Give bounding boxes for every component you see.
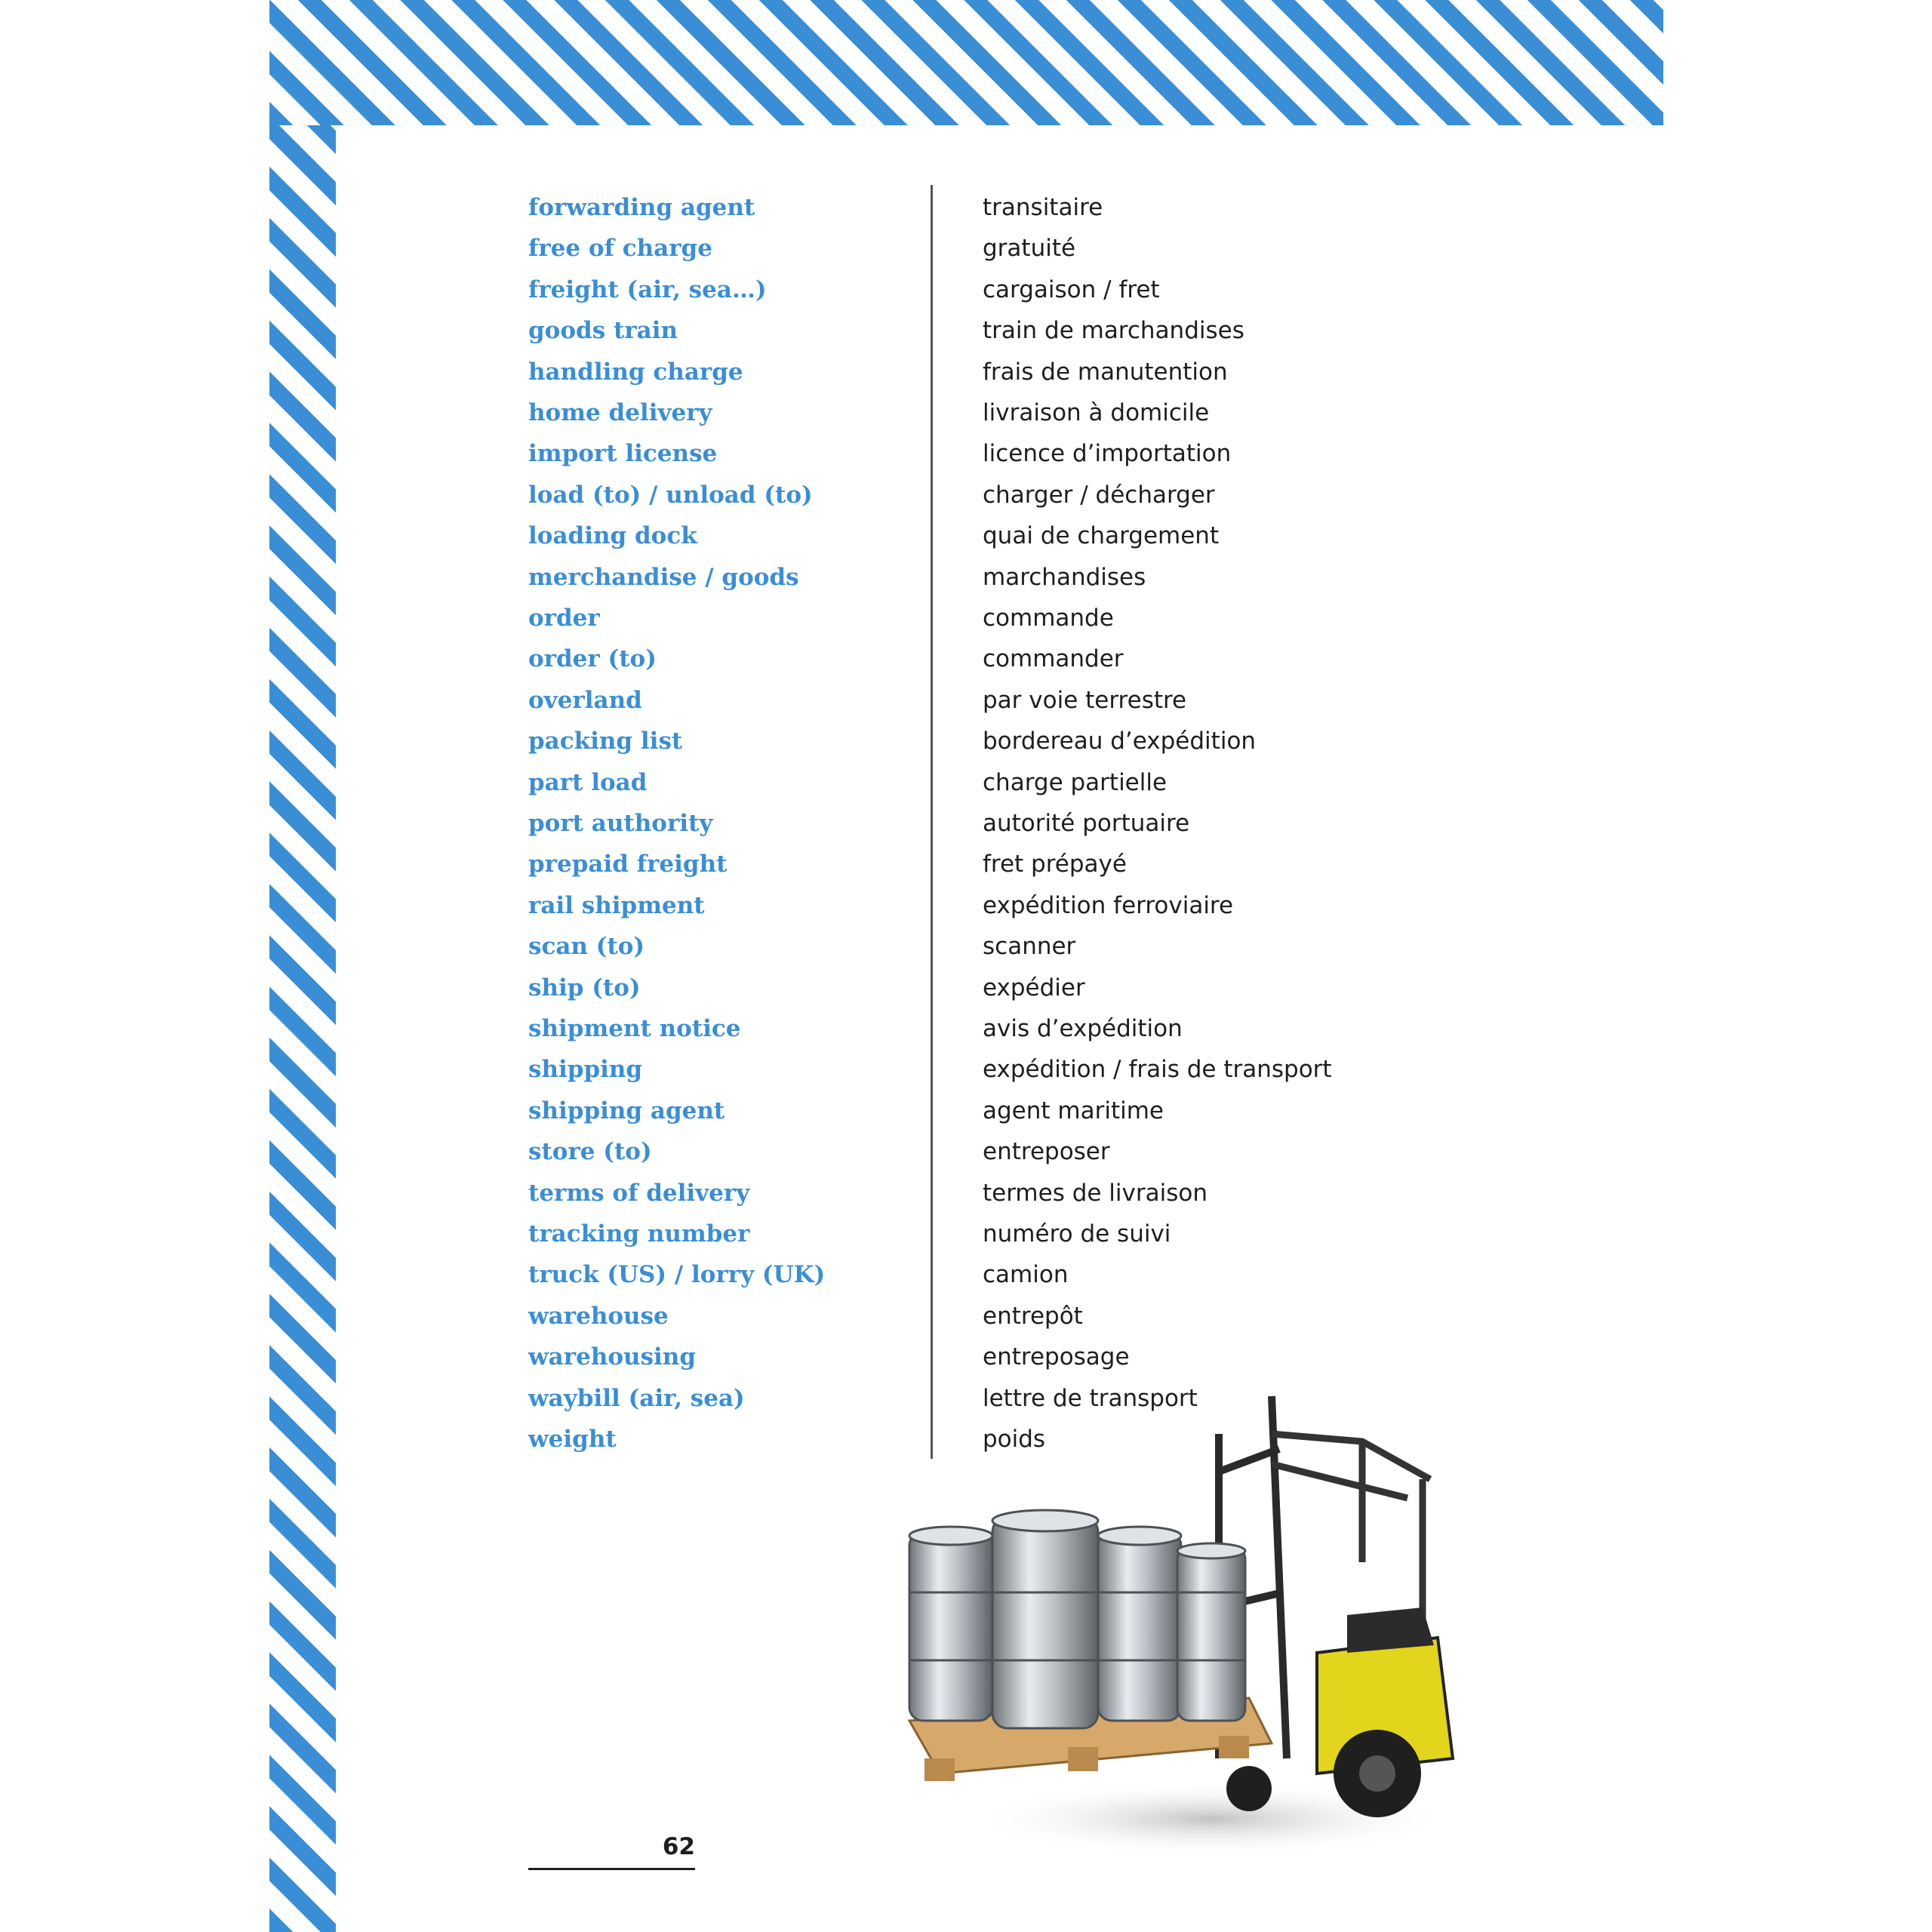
vocab-row bbox=[528, 845, 1358, 883]
french-translation: frais de manutention bbox=[983, 358, 1228, 386]
column-divider bbox=[931, 185, 933, 1459]
english-term: home delivery bbox=[528, 399, 712, 426]
vocab-row bbox=[528, 1051, 1358, 1088]
forklift-seat bbox=[1347, 1607, 1434, 1653]
french-translation: transitaire bbox=[983, 194, 1103, 221]
vocab-row bbox=[528, 517, 1358, 555]
french-translation: expédition / frais de transport bbox=[983, 1056, 1332, 1084]
english-term: warehousing bbox=[528, 1343, 697, 1371]
forklift-illustration bbox=[894, 1366, 1468, 1864]
striped-border-top bbox=[269, 0, 1663, 125]
french-translation: cargaison / fret bbox=[983, 275, 1160, 303]
english-term: ship (to) bbox=[528, 974, 641, 1001]
english-term: tracking number bbox=[528, 1220, 750, 1247]
vocab-row bbox=[528, 229, 1358, 267]
english-term: terms of delivery bbox=[528, 1179, 750, 1207]
french-translation: scanner bbox=[983, 933, 1076, 961]
english-term: shipping agent bbox=[528, 1097, 725, 1124]
english-term: shipping bbox=[528, 1056, 643, 1084]
french-translation: livraison à domicile bbox=[983, 399, 1210, 426]
english-term: waybill (air, sea) bbox=[528, 1384, 745, 1412]
english-term: import license bbox=[528, 440, 718, 468]
forklift-front-wheel bbox=[1226, 1766, 1272, 1811]
english-term: warehouse bbox=[528, 1302, 669, 1330]
english-term: rail shipment bbox=[528, 891, 705, 919]
french-translation: charge partielle bbox=[983, 768, 1168, 796]
english-term: merchandise / goods bbox=[528, 563, 799, 591]
french-translation: train de marchandises bbox=[983, 317, 1244, 345]
english-term: order (to) bbox=[528, 645, 657, 673]
vocab-row bbox=[528, 476, 1358, 514]
metal-barrels bbox=[909, 1510, 1245, 1728]
vocab-row bbox=[528, 1010, 1358, 1048]
french-translation: poids bbox=[983, 1426, 1046, 1453]
english-term: overland bbox=[528, 686, 642, 714]
english-term: loading dock bbox=[528, 522, 697, 550]
english-term: prepaid freight bbox=[528, 851, 728, 878]
french-translation: entreposer bbox=[983, 1138, 1110, 1166]
english-term: weight bbox=[528, 1426, 617, 1453]
french-translation: marchandises bbox=[983, 563, 1146, 591]
french-translation: entreposage bbox=[983, 1343, 1130, 1371]
french-translation: lettre de transport bbox=[983, 1384, 1198, 1412]
french-translation: gratuité bbox=[983, 235, 1076, 263]
vocab-row bbox=[528, 764, 1358, 801]
vocab-row bbox=[528, 1133, 1358, 1171]
vocab-row bbox=[528, 804, 1358, 842]
vocab-row bbox=[528, 969, 1358, 1007]
french-translation: fret prépayé bbox=[983, 851, 1127, 878]
vocab-row bbox=[528, 1256, 1358, 1294]
english-term: shipment notice bbox=[528, 1015, 741, 1042]
french-translation: expédition ferroviaire bbox=[983, 891, 1234, 919]
vocab-row bbox=[528, 1297, 1358, 1335]
french-translation: termes de livraison bbox=[983, 1179, 1208, 1207]
vocab-row bbox=[528, 394, 1358, 432]
vocab-row bbox=[528, 1174, 1358, 1212]
vocab-row bbox=[528, 1215, 1358, 1253]
english-term: part load bbox=[528, 768, 648, 796]
page-number bbox=[528, 1830, 695, 1870]
english-term: handling charge bbox=[528, 358, 743, 386]
english-term: order bbox=[528, 605, 600, 632]
vocab-row bbox=[528, 558, 1358, 596]
english-term: freight (air, sea…) bbox=[528, 275, 767, 303]
vocab-row bbox=[528, 271, 1358, 309]
english-term: free of charge bbox=[528, 235, 712, 263]
french-translation: autorité portuaire bbox=[983, 810, 1190, 837]
vocab-row bbox=[528, 312, 1358, 349]
page-number-text: 62 bbox=[662, 1833, 695, 1860]
vocab-row bbox=[528, 1092, 1358, 1130]
french-translation: commander bbox=[983, 645, 1124, 673]
striped-border-left bbox=[269, 125, 336, 1932]
english-term: store (to) bbox=[528, 1138, 652, 1166]
english-term: port authority bbox=[528, 810, 713, 837]
vocab-row bbox=[528, 928, 1358, 965]
french-translation: camion bbox=[983, 1261, 1069, 1289]
french-translation: agent maritime bbox=[983, 1097, 1164, 1124]
english-term: load (to) / unload (to) bbox=[528, 481, 813, 509]
english-term: goods train bbox=[528, 317, 678, 345]
french-translation: quai de chargement bbox=[983, 522, 1220, 550]
french-translation: numéro de suivi bbox=[983, 1220, 1171, 1247]
french-translation: avis d’expédition bbox=[983, 1015, 1183, 1042]
vocab-row bbox=[528, 353, 1358, 391]
french-translation: par voie terrestre bbox=[983, 686, 1187, 714]
english-term: truck (US) / lorry (UK) bbox=[528, 1261, 826, 1289]
french-translation: bordereau d’expédition bbox=[983, 728, 1257, 755]
vocab-row bbox=[528, 640, 1358, 678]
vocab-row bbox=[528, 599, 1358, 637]
english-term: forwarding agent bbox=[528, 194, 755, 221]
french-translation: expédier bbox=[983, 974, 1085, 1001]
french-translation: entrepôt bbox=[983, 1302, 1083, 1330]
french-translation: commande bbox=[983, 605, 1114, 632]
vocab-row bbox=[528, 189, 1358, 226]
french-translation: charger / décharger bbox=[983, 481, 1215, 509]
vocab-row bbox=[528, 722, 1358, 760]
english-term: scan (to) bbox=[528, 933, 645, 961]
vocab-row bbox=[528, 887, 1358, 924]
vocab-row bbox=[528, 435, 1358, 472]
english-term: packing list bbox=[528, 728, 683, 755]
vocab-row bbox=[528, 681, 1358, 719]
french-translation: licence d’importation bbox=[983, 440, 1232, 468]
